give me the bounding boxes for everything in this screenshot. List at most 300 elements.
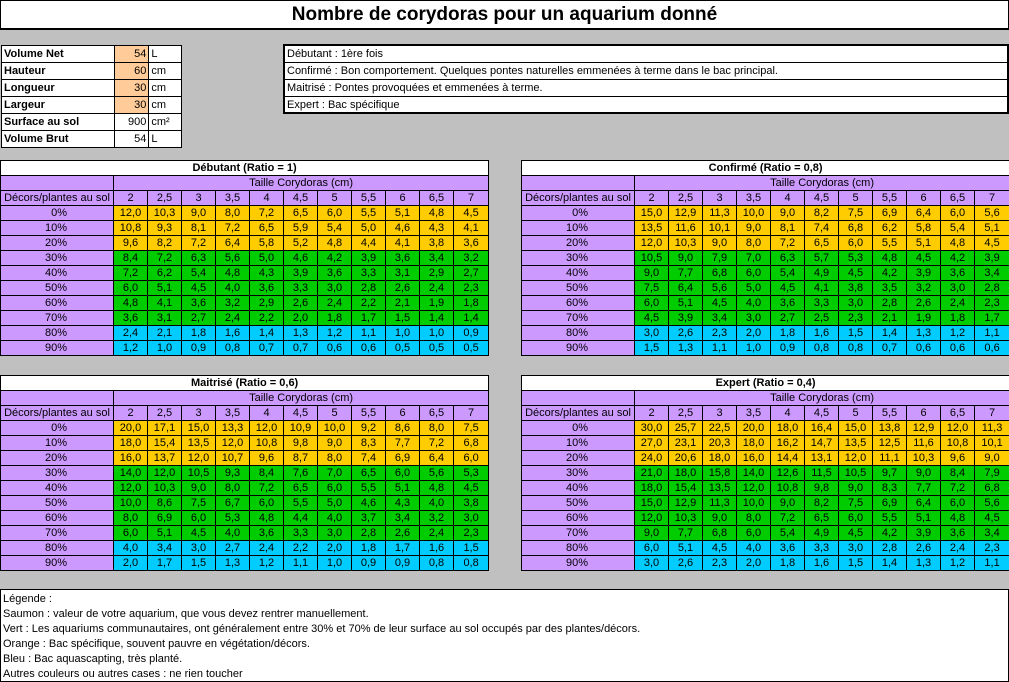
value-cell[interactable]: 4,9: [805, 526, 839, 541]
value-cell[interactable]: 1,0: [420, 326, 454, 341]
value-cell[interactable]: 6,8: [703, 266, 737, 281]
value-cell[interactable]: 9,0: [635, 526, 669, 541]
value-cell[interactable]: 18,0: [771, 421, 805, 436]
value-cell[interactable]: 22,5: [703, 421, 737, 436]
value-cell[interactable]: 12,0: [839, 451, 873, 466]
value-cell[interactable]: 4,0: [114, 541, 148, 556]
value-cell[interactable]: 5,8: [907, 221, 941, 236]
value-cell[interactable]: 1,6: [805, 556, 839, 571]
value-cell[interactable]: 13,5: [839, 436, 873, 451]
value-cell[interactable]: 3,5: [873, 281, 907, 296]
value-cell[interactable]: 2,4: [420, 281, 454, 296]
value-cell[interactable]: 8,0: [420, 421, 454, 436]
value-cell[interactable]: 4,0: [216, 526, 250, 541]
value-cell[interactable]: 5,1: [907, 511, 941, 526]
value-cell[interactable]: 6,0: [839, 236, 873, 251]
value-cell[interactable]: 15,0: [839, 421, 873, 436]
value-cell[interactable]: 2,0: [737, 326, 771, 341]
value-cell[interactable]: 2,1: [873, 311, 907, 326]
value-cell[interactable]: 7,2: [182, 236, 216, 251]
value-cell[interactable]: 2,6: [386, 281, 420, 296]
value-cell[interactable]: 1,2: [318, 326, 352, 341]
value-cell[interactable]: 5,3: [839, 251, 873, 266]
value-cell[interactable]: 1,3: [907, 326, 941, 341]
value-cell[interactable]: 20,0: [737, 421, 771, 436]
value-cell[interactable]: 4,8: [941, 511, 975, 526]
value-cell[interactable]: 12,0: [635, 511, 669, 526]
value-cell[interactable]: 3,6: [941, 526, 975, 541]
value-cell[interactable]: 3,2: [454, 251, 489, 266]
value-cell[interactable]: 4,5: [975, 236, 1009, 251]
value-cell[interactable]: 6,0: [114, 281, 148, 296]
value-cell[interactable]: 3,4: [703, 311, 737, 326]
value-cell[interactable]: 7,4: [352, 451, 386, 466]
value-cell[interactable]: 4,2: [318, 251, 352, 266]
value-cell[interactable]: 15,0: [635, 496, 669, 511]
value-cell[interactable]: 23,1: [669, 436, 703, 451]
value-cell[interactable]: 0,8: [420, 556, 454, 571]
value-cell[interactable]: 2,4: [941, 296, 975, 311]
value-cell[interactable]: 1,3: [216, 556, 250, 571]
value-cell[interactable]: 6,0: [737, 526, 771, 541]
value-cell[interactable]: 7,5: [182, 496, 216, 511]
value-cell[interactable]: 3,4: [148, 541, 182, 556]
value-cell[interactable]: 3,0: [839, 296, 873, 311]
value-cell[interactable]: 5,1: [669, 296, 703, 311]
value-cell[interactable]: 3,6: [114, 311, 148, 326]
value-cell[interactable]: 7,9: [703, 251, 737, 266]
value-cell[interactable]: 3,2: [216, 296, 250, 311]
value-cell[interactable]: 10,5: [635, 251, 669, 266]
value-cell[interactable]: 1,6: [805, 326, 839, 341]
value-cell[interactable]: 7,0: [318, 466, 352, 481]
value-cell[interactable]: 12,9: [669, 496, 703, 511]
value-cell[interactable]: 8,0: [737, 511, 771, 526]
value-cell[interactable]: 7,7: [669, 526, 703, 541]
value-cell[interactable]: 8,4: [941, 466, 975, 481]
value-cell[interactable]: 3,4: [386, 511, 420, 526]
level-debutant[interactable]: Débutant : 1ère fois: [285, 46, 1007, 63]
value-cell[interactable]: 9,0: [703, 511, 737, 526]
value-cell[interactable]: 2,5: [805, 311, 839, 326]
value-cell[interactable]: 8,2: [805, 496, 839, 511]
value-cell[interactable]: 6,8: [975, 481, 1009, 496]
value-cell[interactable]: 2,7: [771, 311, 805, 326]
value-cell[interactable]: 7,7: [907, 481, 941, 496]
value-cell[interactable]: 4,5: [635, 311, 669, 326]
value-cell[interactable]: 2,4: [216, 311, 250, 326]
value-cell[interactable]: 0,7: [250, 341, 284, 356]
value-cell[interactable]: 1,6: [420, 541, 454, 556]
value-cell[interactable]: 18,0: [737, 436, 771, 451]
value-cell[interactable]: 6,4: [216, 236, 250, 251]
value-cell[interactable]: 7,2: [941, 481, 975, 496]
value-cell[interactable]: 9,0: [182, 481, 216, 496]
value-cell[interactable]: 1,8: [454, 296, 489, 311]
value-cell[interactable]: 6,0: [941, 206, 975, 221]
value-cell[interactable]: 1,5: [839, 556, 873, 571]
value-cell[interactable]: 6,0: [839, 511, 873, 526]
value-cell[interactable]: 5,4: [182, 266, 216, 281]
value-cell[interactable]: 5,8: [250, 236, 284, 251]
value-cell[interactable]: 12,0: [635, 236, 669, 251]
value-cell[interactable]: 6,0: [318, 206, 352, 221]
value-cell[interactable]: 7,4: [805, 221, 839, 236]
value-cell[interactable]: 0,9: [352, 556, 386, 571]
value-cell[interactable]: 1,2: [250, 556, 284, 571]
value-cell[interactable]: 2,0: [737, 556, 771, 571]
value-cell[interactable]: 9,6: [941, 451, 975, 466]
value-cell[interactable]: 17,1: [148, 421, 182, 436]
value-cell[interactable]: 18,0: [114, 436, 148, 451]
value-cell[interactable]: 3,6: [386, 251, 420, 266]
value-cell[interactable]: 4,0: [318, 511, 352, 526]
value-cell[interactable]: 6,9: [873, 496, 907, 511]
value-cell[interactable]: 13,7: [148, 451, 182, 466]
value-cell[interactable]: 4,6: [284, 251, 318, 266]
value-cell[interactable]: 1,9: [907, 311, 941, 326]
value-cell[interactable]: 8,0: [318, 451, 352, 466]
value-cell[interactable]: 1,1: [352, 326, 386, 341]
value-cell[interactable]: 12,0: [148, 466, 182, 481]
value-cell[interactable]: 1,7: [148, 556, 182, 571]
value-cell[interactable]: 3,6: [771, 541, 805, 556]
value-cell[interactable]: 3,1: [386, 266, 420, 281]
value-cell[interactable]: 1,3: [907, 556, 941, 571]
value-cell[interactable]: 2,0: [318, 541, 352, 556]
value-cell[interactable]: 9,0: [771, 496, 805, 511]
value-cell[interactable]: 6,5: [352, 466, 386, 481]
value-cell[interactable]: 3,6: [318, 266, 352, 281]
value-cell[interactable]: 9,0: [182, 206, 216, 221]
value-cell[interactable]: 11,6: [907, 436, 941, 451]
value-cell[interactable]: 15,0: [182, 421, 216, 436]
value-cell[interactable]: 6,0: [454, 451, 489, 466]
value-cell[interactable]: 4,0: [737, 541, 771, 556]
value-cell[interactable]: 4,5: [839, 526, 873, 541]
value-cell[interactable]: 0,9: [454, 326, 489, 341]
value-cell[interactable]: 2,6: [669, 556, 703, 571]
value-cell[interactable]: 3,0: [737, 311, 771, 326]
value-cell[interactable]: 9,6: [250, 451, 284, 466]
value-cell[interactable]: 3,6: [771, 296, 805, 311]
value-cell[interactable]: 14,7: [805, 436, 839, 451]
value-cell[interactable]: 2,3: [975, 541, 1009, 556]
value-cell[interactable]: 3,0: [318, 281, 352, 296]
value-cell[interactable]: 2,3: [454, 526, 489, 541]
value-cell[interactable]: 25,7: [669, 421, 703, 436]
value-cell[interactable]: 5,6: [975, 206, 1009, 221]
value-cell[interactable]: 10,3: [669, 511, 703, 526]
value-cell[interactable]: 15,4: [669, 481, 703, 496]
value-cell[interactable]: 5,4: [771, 266, 805, 281]
value-cell[interactable]: 7,2: [250, 206, 284, 221]
value-cell[interactable]: 2,9: [250, 296, 284, 311]
value-cell[interactable]: 0,8: [805, 341, 839, 356]
value-cell[interactable]: 1,3: [284, 326, 318, 341]
value-cell[interactable]: 4,8: [420, 481, 454, 496]
value-cell[interactable]: 4,1: [805, 281, 839, 296]
param-input[interactable]: 30: [114, 80, 149, 97]
value-cell[interactable]: 12,5: [873, 436, 907, 451]
value-cell[interactable]: 5,1: [148, 281, 182, 296]
value-cell[interactable]: 3,6: [941, 266, 975, 281]
value-cell[interactable]: 9,0: [839, 481, 873, 496]
value-cell[interactable]: 5,5: [352, 206, 386, 221]
value-cell[interactable]: 4,5: [839, 266, 873, 281]
value-cell[interactable]: 12,0: [114, 481, 148, 496]
value-cell[interactable]: 0,5: [386, 341, 420, 356]
value-cell[interactable]: 6,7: [216, 496, 250, 511]
value-cell[interactable]: 5,4: [771, 526, 805, 541]
value-cell[interactable]: 12,0: [114, 206, 148, 221]
value-cell[interactable]: 3,3: [805, 541, 839, 556]
value-cell[interactable]: 5,5: [352, 481, 386, 496]
value-cell[interactable]: 1,0: [148, 341, 182, 356]
value-cell[interactable]: 7,2: [250, 481, 284, 496]
value-cell[interactable]: 2,3: [454, 281, 489, 296]
value-cell[interactable]: 7,2: [420, 436, 454, 451]
value-cell[interactable]: 1,7: [975, 311, 1009, 326]
value-cell[interactable]: 11,6: [669, 221, 703, 236]
value-cell[interactable]: 10,8: [771, 481, 805, 496]
value-cell[interactable]: 4,8: [318, 236, 352, 251]
value-cell[interactable]: 6,0: [635, 296, 669, 311]
value-cell[interactable]: 5,1: [975, 221, 1009, 236]
value-cell[interactable]: 20,0: [114, 421, 148, 436]
value-cell[interactable]: 5,1: [386, 206, 420, 221]
value-cell[interactable]: 9,3: [148, 221, 182, 236]
value-cell[interactable]: 3,9: [352, 251, 386, 266]
value-cell[interactable]: 8,0: [216, 481, 250, 496]
value-cell[interactable]: 5,4: [318, 221, 352, 236]
value-cell[interactable]: 8,3: [352, 436, 386, 451]
value-cell[interactable]: 4,8: [216, 266, 250, 281]
value-cell[interactable]: 4,8: [873, 251, 907, 266]
value-cell[interactable]: 1,5: [182, 556, 216, 571]
value-cell[interactable]: 2,2: [284, 541, 318, 556]
value-cell[interactable]: 1,7: [352, 311, 386, 326]
value-cell[interactable]: 5,5: [873, 236, 907, 251]
value-cell[interactable]: 0,7: [873, 341, 907, 356]
value-cell[interactable]: 5,1: [907, 236, 941, 251]
value-cell[interactable]: 2,3: [839, 311, 873, 326]
value-cell[interactable]: 6,5: [284, 481, 318, 496]
value-cell[interactable]: 6,0: [737, 266, 771, 281]
value-cell[interactable]: 6,8: [703, 526, 737, 541]
value-cell[interactable]: 7,5: [839, 496, 873, 511]
value-cell[interactable]: 6,4: [907, 496, 941, 511]
value-cell[interactable]: 3,8: [839, 281, 873, 296]
value-cell[interactable]: 1,6: [216, 326, 250, 341]
value-cell[interactable]: 10,0: [318, 421, 352, 436]
value-cell[interactable]: 7,2: [771, 236, 805, 251]
value-cell[interactable]: 12,0: [182, 451, 216, 466]
value-cell[interactable]: 8,1: [771, 221, 805, 236]
value-cell[interactable]: 1,4: [873, 326, 907, 341]
value-cell[interactable]: 9,2: [352, 421, 386, 436]
level-expert[interactable]: Expert : Bac spécifique: [287, 99, 400, 111]
value-cell[interactable]: 6,3: [182, 251, 216, 266]
value-cell[interactable]: 8,0: [114, 511, 148, 526]
value-cell[interactable]: 2,0: [284, 311, 318, 326]
value-cell[interactable]: 1,2: [114, 341, 148, 356]
value-cell[interactable]: 3,8: [454, 496, 489, 511]
value-cell[interactable]: 2,6: [669, 326, 703, 341]
value-cell[interactable]: 5,6: [703, 281, 737, 296]
value-cell[interactable]: 10,5: [839, 466, 873, 481]
value-cell[interactable]: 3,3: [284, 526, 318, 541]
value-cell[interactable]: 2,8: [873, 296, 907, 311]
value-cell[interactable]: 6,5: [805, 511, 839, 526]
value-cell[interactable]: 6,0: [182, 511, 216, 526]
value-cell[interactable]: 5,0: [352, 221, 386, 236]
value-cell[interactable]: 21,0: [635, 466, 669, 481]
value-cell[interactable]: 7,2: [114, 266, 148, 281]
value-cell[interactable]: 6,5: [250, 221, 284, 236]
value-cell[interactable]: 4,5: [907, 251, 941, 266]
value-cell[interactable]: 24,0: [635, 451, 669, 466]
value-cell[interactable]: 3,6: [250, 281, 284, 296]
value-cell[interactable]: 7,2: [148, 251, 182, 266]
value-cell[interactable]: 4,8: [941, 236, 975, 251]
value-cell[interactable]: 1,5: [386, 311, 420, 326]
value-cell[interactable]: 0,6: [318, 341, 352, 356]
value-cell[interactable]: 18,0: [703, 451, 737, 466]
value-cell[interactable]: 4,0: [737, 296, 771, 311]
value-cell[interactable]: 2,6: [907, 296, 941, 311]
value-cell[interactable]: 15,0: [635, 206, 669, 221]
value-cell[interactable]: 4,5: [454, 206, 489, 221]
value-cell[interactable]: 1,4: [420, 311, 454, 326]
value-cell[interactable]: 2,3: [975, 296, 1009, 311]
value-cell[interactable]: 2,6: [284, 296, 318, 311]
value-cell[interactable]: 2,4: [318, 296, 352, 311]
value-cell[interactable]: 4,9: [805, 266, 839, 281]
value-cell[interactable]: 5,5: [284, 496, 318, 511]
value-cell[interactable]: 13,5: [182, 436, 216, 451]
value-cell[interactable]: 4,2: [873, 526, 907, 541]
value-cell[interactable]: 3,3: [352, 266, 386, 281]
value-cell[interactable]: 9,0: [737, 221, 771, 236]
value-cell[interactable]: 10,8: [250, 436, 284, 451]
value-cell[interactable]: 7,7: [386, 436, 420, 451]
value-cell[interactable]: 3,0: [635, 326, 669, 341]
value-cell[interactable]: 0,9: [771, 341, 805, 356]
value-cell[interactable]: 4,5: [703, 541, 737, 556]
value-cell[interactable]: 1,1: [975, 326, 1009, 341]
value-cell[interactable]: 12,0: [737, 481, 771, 496]
value-cell[interactable]: 4,3: [420, 221, 454, 236]
value-cell[interactable]: 13,5: [635, 221, 669, 236]
value-cell[interactable]: 4,3: [250, 266, 284, 281]
value-cell[interactable]: 6,5: [805, 236, 839, 251]
value-cell[interactable]: 4,5: [454, 481, 489, 496]
value-cell[interactable]: 10,0: [114, 496, 148, 511]
value-cell[interactable]: 3,0: [635, 556, 669, 571]
value-cell[interactable]: 4,0: [216, 281, 250, 296]
value-cell[interactable]: 5,3: [216, 511, 250, 526]
value-cell[interactable]: 8,4: [250, 466, 284, 481]
value-cell[interactable]: 13,3: [216, 421, 250, 436]
value-cell[interactable]: 1,4: [454, 311, 489, 326]
value-cell[interactable]: 15,4: [148, 436, 182, 451]
value-cell[interactable]: 18,0: [635, 481, 669, 496]
value-cell[interactable]: 2,9: [420, 266, 454, 281]
value-cell[interactable]: 4,6: [386, 221, 420, 236]
value-cell[interactable]: 11,3: [703, 206, 737, 221]
value-cell[interactable]: 4,5: [182, 526, 216, 541]
value-cell[interactable]: 2,8: [352, 526, 386, 541]
value-cell[interactable]: 3,7: [352, 511, 386, 526]
value-cell[interactable]: 2,7: [182, 311, 216, 326]
value-cell[interactable]: 30,0: [635, 421, 669, 436]
value-cell[interactable]: 1,5: [454, 541, 489, 556]
value-cell[interactable]: 8,0: [216, 206, 250, 221]
value-cell[interactable]: 3,9: [669, 311, 703, 326]
value-cell[interactable]: 10,0: [737, 206, 771, 221]
value-cell[interactable]: 9,0: [771, 206, 805, 221]
value-cell[interactable]: 16,0: [114, 451, 148, 466]
value-cell[interactable]: 10,1: [703, 221, 737, 236]
value-cell[interactable]: 3,2: [907, 281, 941, 296]
value-cell[interactable]: 8,6: [148, 496, 182, 511]
value-cell[interactable]: 8,1: [182, 221, 216, 236]
value-cell[interactable]: 7,0: [737, 251, 771, 266]
value-cell[interactable]: 5,4: [941, 221, 975, 236]
value-cell[interactable]: 7,5: [839, 206, 873, 221]
value-cell[interactable]: 9,8: [805, 481, 839, 496]
param-input[interactable]: 30: [114, 97, 149, 114]
value-cell[interactable]: 1,4: [873, 556, 907, 571]
value-cell[interactable]: 4,1: [386, 236, 420, 251]
value-cell[interactable]: 5,6: [420, 466, 454, 481]
value-cell[interactable]: 7,2: [771, 511, 805, 526]
value-cell[interactable]: 8,6: [386, 421, 420, 436]
value-cell[interactable]: 4,8: [114, 296, 148, 311]
value-cell[interactable]: 12,0: [216, 436, 250, 451]
value-cell[interactable]: 10,3: [669, 236, 703, 251]
value-cell[interactable]: 16,0: [737, 451, 771, 466]
value-cell[interactable]: 10,0: [737, 496, 771, 511]
value-cell[interactable]: 7,5: [454, 421, 489, 436]
value-cell[interactable]: 2,4: [250, 541, 284, 556]
value-cell[interactable]: 5,0: [737, 281, 771, 296]
value-cell[interactable]: 13,5: [703, 481, 737, 496]
value-cell[interactable]: 0,6: [352, 341, 386, 356]
value-cell[interactable]: 10,8: [114, 221, 148, 236]
value-cell[interactable]: 9,6: [114, 236, 148, 251]
value-cell[interactable]: 0,8: [454, 556, 489, 571]
value-cell[interactable]: 10,3: [907, 451, 941, 466]
value-cell[interactable]: 3,4: [420, 251, 454, 266]
value-cell[interactable]: 3,9: [284, 266, 318, 281]
value-cell[interactable]: 2,1: [386, 296, 420, 311]
value-cell[interactable]: 3,0: [318, 526, 352, 541]
value-cell[interactable]: 3,6: [250, 526, 284, 541]
value-cell[interactable]: 14,0: [114, 466, 148, 481]
value-cell[interactable]: 1,8: [941, 311, 975, 326]
value-cell[interactable]: 6,4: [907, 206, 941, 221]
value-cell[interactable]: 2,8: [352, 281, 386, 296]
value-cell[interactable]: 6,0: [318, 481, 352, 496]
value-cell[interactable]: 9,0: [907, 466, 941, 481]
value-cell[interactable]: 1,1: [284, 556, 318, 571]
value-cell[interactable]: 4,5: [182, 281, 216, 296]
value-cell[interactable]: 4,4: [284, 511, 318, 526]
value-cell[interactable]: 2,2: [352, 296, 386, 311]
value-cell[interactable]: 4,1: [148, 296, 182, 311]
